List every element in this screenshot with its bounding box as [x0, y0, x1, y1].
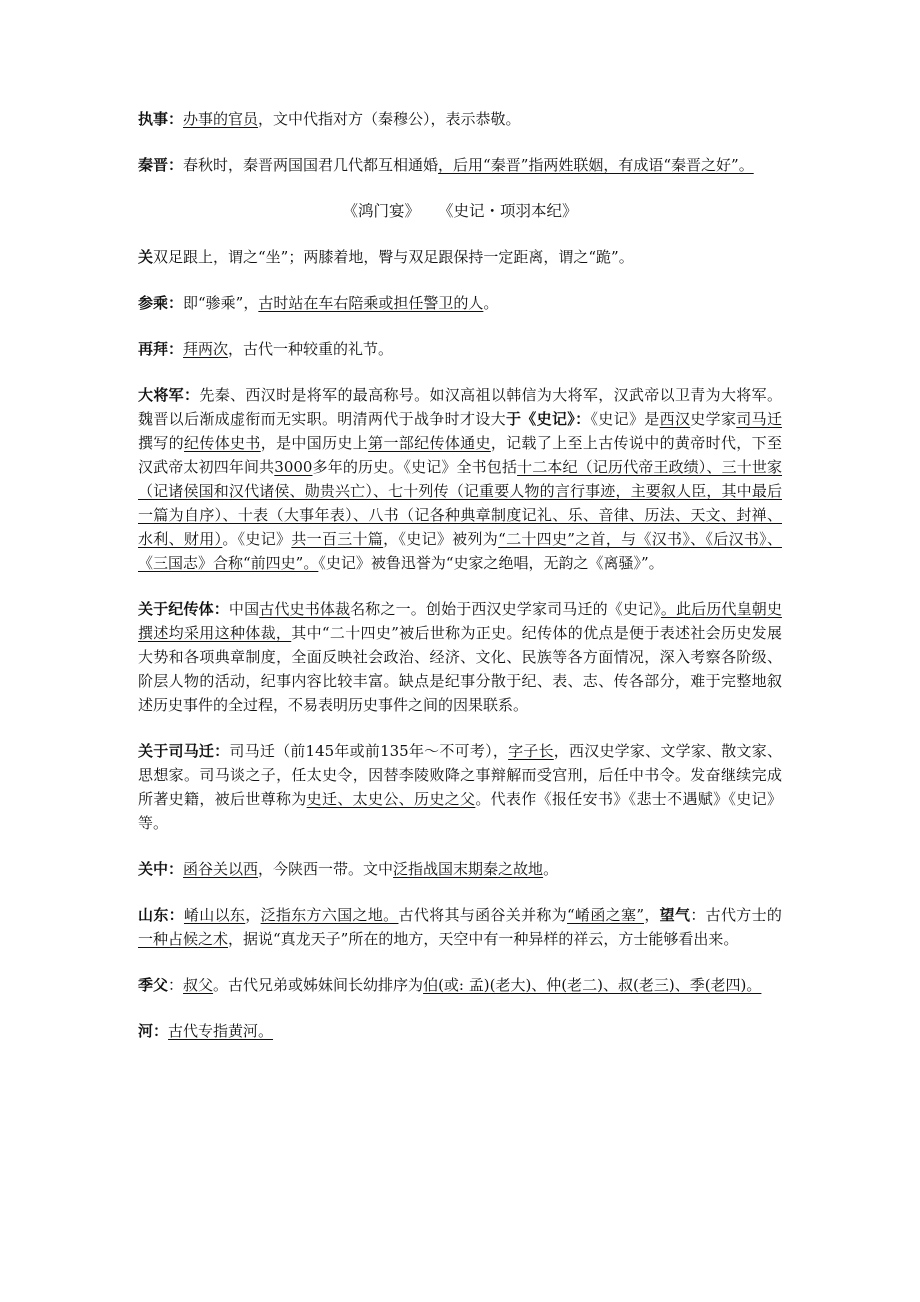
definition-underlined: 3000: [274, 458, 313, 476]
definition-underlined: 。此后历代皇朝史撰述均采用这种体裁，: [138, 600, 782, 642]
definition-text: 司马迁（前145年或前135年～不可考），: [229, 742, 509, 760]
entry-cansheng: [138, 291, 782, 315]
entry-jizhuanti: [138, 597, 782, 717]
definition-text: 。《史记》: [222, 530, 292, 548]
definition-text: ，记载了上至上古传说中的黄帝时代，下至汉武帝太初四年间共: [138, 434, 782, 476]
definition-underlined: 崤山以东: [183, 906, 246, 924]
entry-he: [138, 1019, 782, 1043]
term-jizhuanti: 关于纪传体：: [138, 600, 229, 618]
definition-underlined: 纪传体史书: [184, 434, 261, 452]
definition-text: 。古代兄弟或姊妹间长幼排序为: [213, 976, 424, 994]
definition-underlined: 一种占候之术: [138, 930, 229, 948]
definition-text: ：: [168, 976, 184, 994]
definition-text: 《史记》被鲁迅誉为“史家之绝唱，无韵之《离骚》”。: [318, 554, 664, 572]
definition-underlined: 拜两次: [183, 340, 229, 358]
definition-underlined: 叔父: [183, 976, 214, 994]
term-guanzhong: 关中：: [138, 860, 184, 878]
definition-text: ：古代方士的: [690, 906, 782, 924]
definition-text: ，《史记》被列为: [383, 530, 499, 548]
term-qinjin: 秦晋：: [138, 156, 184, 174]
entry-zhishi: [138, 107, 782, 131]
definition-text: 即“骖乘”，: [183, 294, 259, 312]
definition-underlined: 办事的官员: [183, 110, 259, 128]
definition-underlined: 泛指东方六国之地。: [260, 906, 399, 924]
definition-text: ，今陕西一带。文中: [258, 860, 394, 878]
definition-underlined: 字子长: [508, 742, 554, 760]
definition-underlined: ，后用“秦晋”指两姓联姻，有成语“秦晋之好”。: [438, 156, 754, 174]
definition-text: 中国: [228, 600, 260, 618]
entry-shandong: [138, 903, 782, 951]
definition-underlined: 十二本纪（记历代帝王政绩）、三十世家（记诸侯国和汉代诸侯、勋贵兴亡）、七十列传（记重要人物的言行事迹，主要叙人臣，其中最后一篇为自序）、十表（大事年表）、八书（记各种典章制度记礼、乐、音律、历法、天文、封禅、水利、财用）: [138, 458, 782, 548]
entry-zaibai: [138, 337, 782, 361]
definition-text: ，: [245, 906, 261, 924]
definition-underlined: 伯(或: 孟)(老大)、仲(老二)、叔(老三)、季(老四)。: [423, 976, 762, 994]
definition-text: ，西汉史学家、文学家、散文家、思想家。司马谈之子，任太史令，因替李陵败降之事辩解而受宫刑，后任中书令。发奋继续完成所著史籍，被后世尊称为: [138, 742, 782, 808]
section-heading: [138, 199, 782, 223]
definition-underlined: 西汉: [659, 410, 691, 428]
entry-simaqian: [138, 739, 782, 835]
term-zaibai: 再拜：: [138, 340, 184, 358]
entry-guanzhong: [138, 857, 782, 881]
entry-guan: [138, 245, 782, 269]
entry-jifu: [138, 973, 782, 997]
definition-underlined: “崤函之塞”: [567, 906, 644, 924]
heading-title-left: 《鸿门宴》: [342, 202, 420, 220]
term-dajiangjun: 大将军：: [138, 386, 200, 404]
definition-text: 其中“二十四史”被后世称为正史。纪传体的优点是便于表述社会历史发展大势和各项典章制度，全面反映社会政治、经济、文化、民族等各方面情况，深入考察各阶级、阶层人物的活动，纪事内容比较丰富。缺点是纪事分散于纪、表、志、传各部分，难于完整地叙述历史事件的全过程，不易表明历史事件之间的因果联系。: [138, 624, 782, 714]
term-zhishi: 执事：: [138, 110, 184, 128]
term-guan: 关: [138, 248, 154, 266]
term-simaqian: 关于司马迁：: [138, 742, 230, 760]
term-jifu: 季父: [138, 976, 169, 994]
definition-underlined: 古代史书体裁: [259, 600, 351, 618]
definition-underlined: 第一部纪传体通史: [368, 434, 491, 452]
definition-underlined: 共一百三十篇: [291, 530, 384, 548]
definition-text: 史学家: [690, 410, 737, 428]
definition-underlined: 古时站在车右陪乘或担任警卫的人: [258, 294, 484, 312]
term-he: 河：: [138, 1022, 169, 1040]
definition-underlined: 泛指战国末期秦之故地: [393, 860, 544, 878]
entry-dajiangjun-shiji: [138, 383, 782, 575]
definition-text: 双足跟上，谓之“坐”；两膝着地，臀与双足跟保持一定距离，谓之“跪”。: [153, 248, 634, 266]
entry-qinjin: [138, 153, 782, 177]
term-shiji: 于《史记》：: [505, 410, 591, 428]
definition-text: 。代表作《报任安书》《悲士不遇赋》《史记》等。: [138, 790, 782, 832]
definition-text: 先秦、西汉时是将军的最高称号。如汉高祖以韩信为大将军，汉武帝以卫青为大将军。魏晋以后渐成虚衔而无实职。明清两代于战争时才设大: [138, 386, 782, 428]
definition-text: ，古代一种较重的礼节。: [228, 340, 394, 358]
heading-title-right: 《史记・项羽本纪》: [438, 202, 578, 220]
term-cansheng: 参乘：: [138, 294, 184, 312]
definition-text: ，: [644, 906, 660, 924]
definition-text: 名称之一。创始于西汉史学家司马迁的《史记》: [350, 600, 661, 618]
definition-underlined: 函谷关以西: [183, 860, 259, 878]
definition-underlined: 古代专指黄河。: [168, 1022, 274, 1040]
term-shandong: 山东：: [138, 906, 184, 924]
definition-text: 。: [483, 294, 499, 312]
definition-text: 多年的历史。《史记》全书包括: [312, 458, 518, 476]
definition-text: 春秋时，秦晋两国国君几代都互相通婚: [183, 156, 439, 174]
definition-text: 撰写的: [138, 434, 185, 452]
definition-text: ，据说“真龙天子”所在的地方，天空中有一种异样的祥云，方士能够看出来。: [228, 930, 739, 948]
definition-text: ，是中国历史上: [260, 434, 369, 452]
definition-text: 古代将其与函谷关并称为: [398, 906, 568, 924]
term-wangqi: 望气: [659, 906, 691, 924]
definition-text: ，文中代指对方（秦穆公），表示恭敬。: [258, 110, 521, 128]
definition-text: 。: [543, 860, 559, 878]
definition-underlined: 司马迁: [736, 410, 782, 428]
definition-text: 《史记》是: [590, 410, 660, 428]
definition-underlined: 史迁、太史公、历史之父: [306, 790, 476, 808]
definition-underlined: “二十四史”之首，与《汉书》、《后汉书》、《三国志》合称“前四史”。: [138, 530, 782, 572]
